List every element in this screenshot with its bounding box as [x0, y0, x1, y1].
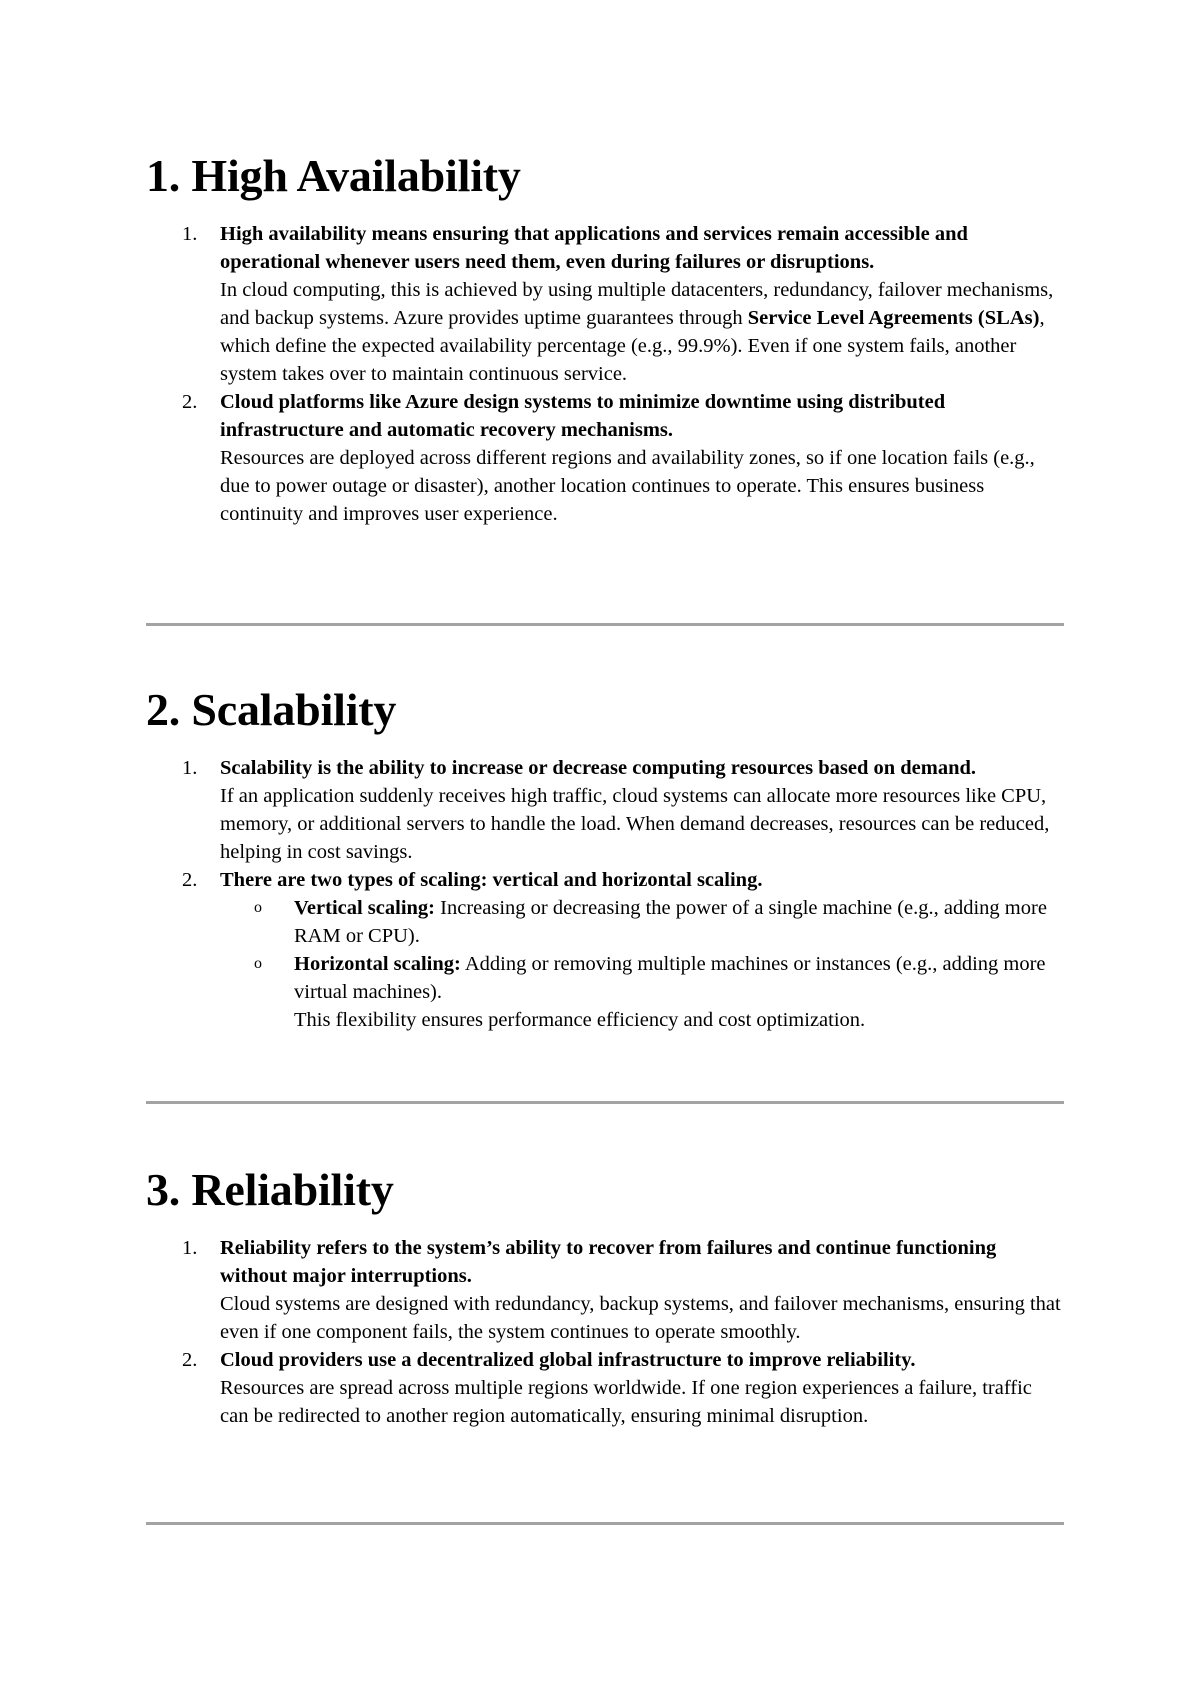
item-lead-text: Reliability refers to the system’s ability to recover from failures and continue functioning without major interruptions. — [220, 1237, 997, 1287]
item-lead-text: High availability means ensuring that applications and services remain accessible and operational whenever users need them, even during failures or disruptions. — [220, 223, 968, 273]
horizontal-rule — [146, 1101, 1064, 1104]
sub-item-tail-text: This flexibility ensures performance efficiency and cost optimization. — [294, 1009, 866, 1031]
body-text-part: , which define the expected availability percentage (e.g., 99.9%). Even if one system fails, another system takes over to maintain continuous service. — [220, 307, 1045, 385]
item-body-text: Resources are spread across multiple regions worldwide. If one region experiences a failure, traffic can be redirected to another region automatically, ensuring minimal disruption. — [220, 1377, 1032, 1427]
item-lead-text: Cloud platforms like Azure design systems to minimize downtime using distributed infrastructure and automatic recovery mechanisms. — [220, 391, 946, 441]
item-number: 2. — [182, 869, 198, 891]
section-high-availability — [146, 148, 1064, 528]
horizontal-rule — [146, 623, 1064, 626]
section-heading: 3. Reliability — [146, 1164, 394, 1215]
section-heading: 2. Scalability — [146, 684, 397, 735]
sub-list-item — [220, 894, 1064, 950]
item-body-text: Resources are deployed across different regions and availability zones, so if one location fails (e.g., due to power outage or disaster), another location continues to operate. This ensures business continuity and improves user experience. — [220, 447, 1035, 525]
section-scalability — [146, 682, 1064, 1034]
list-item — [146, 388, 1064, 528]
section-reliability — [146, 1162, 1064, 1430]
list-item — [146, 1234, 1064, 1346]
hollow-bullet-icon: o — [254, 955, 262, 972]
horizontal-rule — [146, 1522, 1064, 1525]
item-lead-text: Scalability is the ability to increase or decrease computing resources based on demand. — [220, 757, 977, 779]
sub-item-text: Increasing or decreasing the power of a single machine (e.g., adding more RAM or CPU). — [294, 897, 1047, 947]
item-lead-text: There are two types of scaling: vertical and horizontal scaling. — [220, 869, 763, 891]
item-number: 1. — [182, 223, 198, 245]
body-text-part: In cloud computing, this is achieved by using multiple datacenters, redundancy, failover mechanisms, and backup systems. Azure provides uptime guarantees through — [220, 279, 1054, 329]
item-number: 1. — [182, 1237, 198, 1259]
numbered-list — [146, 1234, 1064, 1430]
bullet-sublist — [220, 894, 1064, 1034]
item-number: 1. — [182, 757, 198, 779]
sub-item-label: Horizontal scaling: — [294, 953, 461, 975]
sla-term: Service Level Agreements (SLAs) — [747, 307, 1040, 329]
list-item — [146, 1346, 1064, 1430]
item-body-text: If an application suddenly receives high traffic, cloud systems can allocate more resources like CPU, memory, or additional servers to handle the load. When demand decreases, resources can be reduced, helping in cost savings. — [220, 785, 1050, 863]
item-body-text — [220, 276, 1064, 388]
list-item — [146, 866, 1064, 1034]
numbered-list — [146, 754, 1064, 1034]
item-lead-text: Cloud providers use a decentralized global infrastructure to improve reliability. — [220, 1349, 916, 1371]
sub-list-item — [220, 950, 1064, 1034]
section-heading: 1. High Availability — [146, 150, 521, 201]
list-item — [146, 220, 1064, 388]
numbered-list — [146, 220, 1064, 528]
item-number: 2. — [182, 391, 198, 413]
list-item — [146, 754, 1064, 866]
item-number: 2. — [182, 1349, 198, 1371]
hollow-bullet-icon: o — [254, 899, 262, 916]
sub-item-text: Adding or removing multiple machines or instances (e.g., adding more virtual machines). — [294, 953, 1046, 1003]
item-body-text: Cloud systems are designed with redundancy, backup systems, and failover mechanisms, ensuring that even if one component fails, the system continues to operate smoothly. — [220, 1293, 1061, 1343]
sub-item-label: Vertical scaling: — [294, 897, 436, 919]
